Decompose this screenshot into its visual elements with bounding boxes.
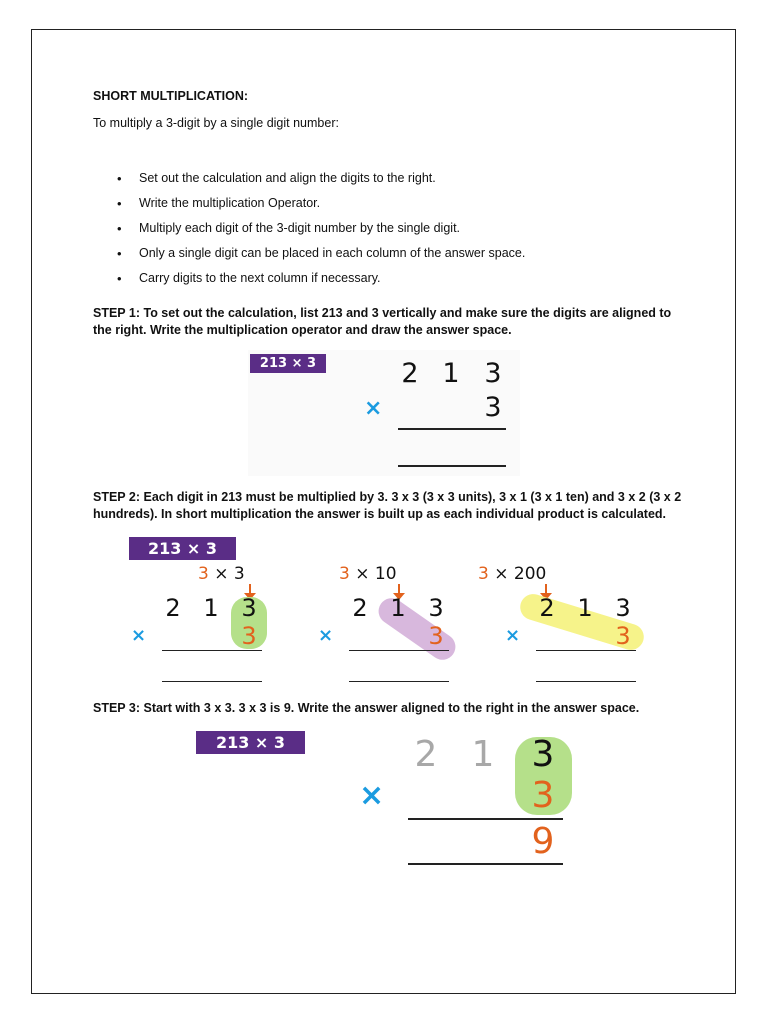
panel-caption [478, 564, 546, 584]
list-item [93, 270, 693, 295]
step2-text-line2: hundreds). In short multiplication the answer is built up as each individual product is calculated. [93, 507, 667, 521]
answer-line-bottom [162, 681, 262, 682]
step1-text-line1: STEP 1: To set out the calculation, list 213 and 3 vertically and make sure the digits are aligned to [93, 306, 672, 320]
caption-rest: × 10 [349, 564, 397, 584]
answer-line-top [349, 650, 449, 651]
step1-digit-hundreds: 2 [401, 358, 419, 389]
panel-caption [339, 564, 397, 584]
step3-answer-line-bottom [408, 863, 563, 865]
list-item [93, 170, 693, 195]
step3-digit-tens: 1 [471, 734, 495, 775]
step1-digit-units: 3 [484, 358, 502, 389]
list-item [93, 245, 693, 270]
bullet-icon: • [117, 271, 122, 286]
step1-multiplier: 3 [484, 392, 502, 423]
list-item [93, 220, 693, 245]
panel-multiplier: 3 [428, 622, 444, 650]
answer-line-bottom [349, 681, 449, 682]
times-icon: × [505, 625, 521, 646]
instruction-list [93, 170, 693, 295]
list-item-text: Only a single digit can be placed in each column of the answer space. [139, 246, 526, 260]
step3-text: STEP 3: Start with 3 x 3. 3 x 3 is 9. Write the answer aligned to the right in the answer space. [93, 701, 640, 715]
panel-digit-units: 3 [615, 594, 631, 622]
list-item-text: Set out the calculation and align the digits to the right. [139, 171, 436, 185]
times-icon: × [318, 625, 334, 646]
step3-digit-hundreds: 2 [414, 734, 438, 775]
bullet-icon: • [117, 246, 122, 261]
step1-answer-line-bottom [398, 465, 506, 467]
panel-caption [198, 564, 245, 584]
step3-answer: 9 [531, 821, 555, 862]
step3-times-icon: × [359, 778, 385, 813]
caption-multiplier: 3 [198, 564, 209, 584]
panel-digit-units: 3 [428, 594, 444, 622]
step3-badge: 213 × 3 [196, 731, 305, 754]
step3-answer-line-top [408, 818, 563, 820]
panel-multiplier: 3 [615, 622, 631, 650]
caption-rest: × 3 [208, 564, 245, 584]
panel-digit-hundreds: 2 [539, 594, 555, 622]
caption-rest: × 200 [488, 564, 547, 584]
step1-answer-line-top [398, 428, 506, 430]
intro-text: To multiply a 3-digit by a single digit number: [93, 116, 339, 130]
answer-line-top [536, 650, 636, 651]
caption-multiplier: 3 [339, 564, 350, 584]
caption-multiplier: 3 [478, 564, 489, 584]
panel-digit-tens: 1 [390, 594, 406, 622]
panel-digit-units: 3 [241, 594, 257, 622]
panel-digit-tens: 1 [577, 594, 593, 622]
step1-digit-tens: 1 [442, 358, 460, 389]
step2-text-line1: STEP 2: Each digit in 213 must be multiplied by 3. 3 x 3 (3 x 3 units), 3 x 1 (3 x 1 ten) and 3 x 2 (3 x 2 [93, 490, 682, 504]
step1-times-icon: × [364, 396, 383, 421]
answer-line-top [162, 650, 262, 651]
list-item [93, 195, 693, 220]
list-item-text: Multiply each digit of the 3-digit number by the single digit. [139, 221, 461, 235]
list-item-text: Carry digits to the next column if necessary. [139, 271, 381, 285]
step1-text-line2: the right. Write the multiplication operator and draw the answer space. [93, 323, 512, 337]
bullet-icon: • [117, 221, 122, 236]
panel-digit-hundreds: 2 [352, 594, 368, 622]
list-item-text: Write the multiplication Operator. [139, 196, 321, 210]
step3-digit-units: 3 [531, 734, 555, 775]
panel-multiplier: 3 [241, 622, 257, 650]
step2-badge: 213 × 3 [129, 537, 236, 560]
bullet-icon: • [117, 171, 122, 186]
step3-multiplier: 3 [531, 775, 555, 816]
panel-digit-hundreds: 2 [165, 594, 181, 622]
times-icon: × [131, 625, 147, 646]
panel-digit-tens: 1 [203, 594, 219, 622]
document-heading: SHORT MULTIPLICATION: [93, 89, 249, 103]
step1-badge: 213 × 3 [250, 354, 326, 373]
bullet-icon: • [117, 196, 122, 211]
answer-line-bottom [536, 681, 636, 682]
